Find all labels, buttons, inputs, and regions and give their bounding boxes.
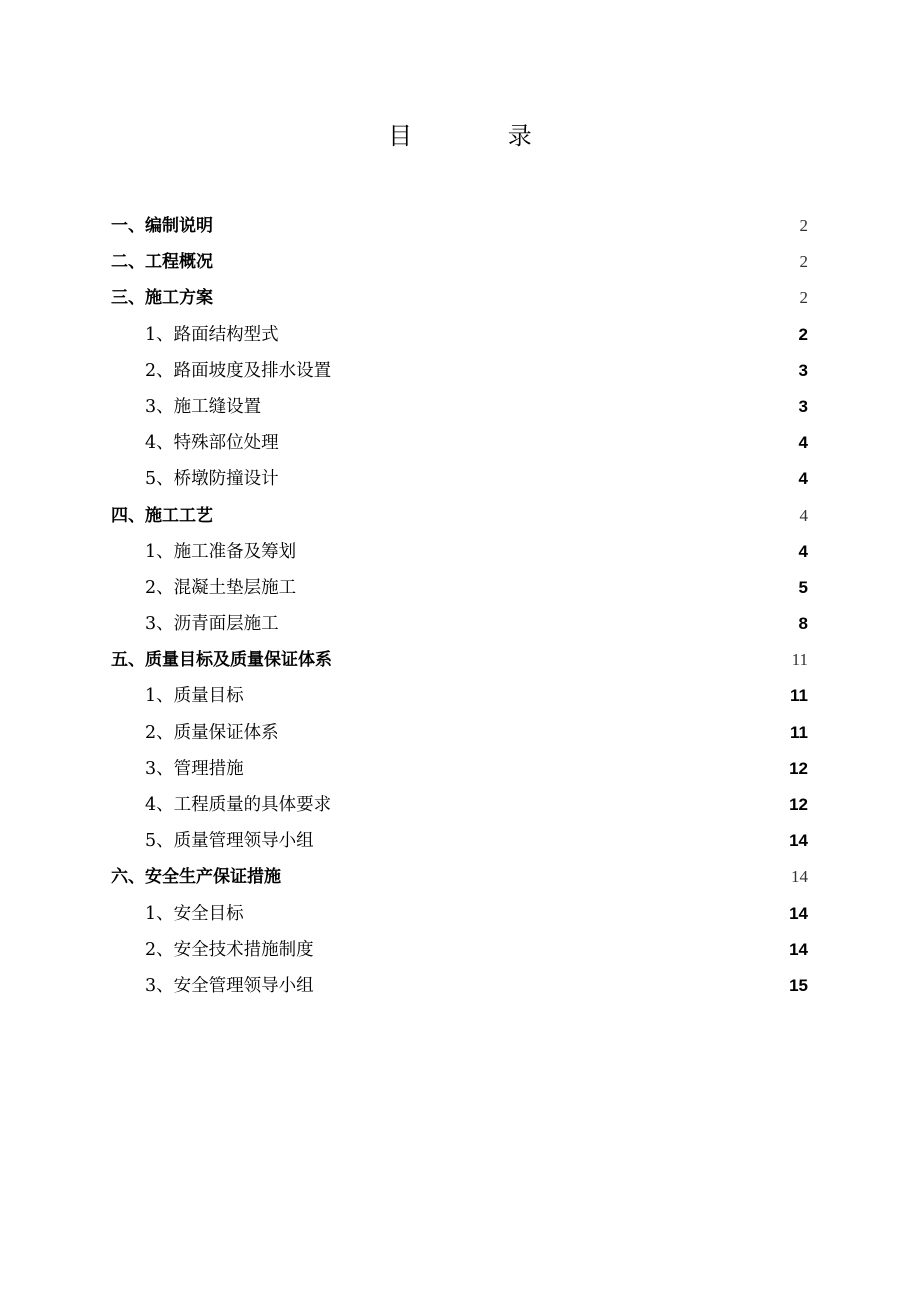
toc-entry-label: 一、编制说明 xyxy=(111,216,213,236)
toc-entry-page: 2 xyxy=(799,252,808,272)
toc-subentry-label: 2、路面坡度及排水设置 xyxy=(145,360,332,381)
toc-subentry-page: 3 xyxy=(798,360,808,380)
toc-subentry-page: 14 xyxy=(789,939,808,959)
toc-subentry-page: 14 xyxy=(789,903,808,923)
toc-entry[interactable] xyxy=(0,280,920,316)
toc-subentry-page: 4 xyxy=(798,541,808,561)
toc-subentry[interactable] xyxy=(0,570,920,606)
toc-subentry-page: 14 xyxy=(789,831,808,851)
toc-entry[interactable] xyxy=(0,208,920,244)
page-title: 目 录 xyxy=(388,122,576,150)
toc-subentry[interactable] xyxy=(0,317,920,353)
toc-subentry-label: 4、工程质量的具体要求 xyxy=(145,795,332,815)
toc-entry-page: 14 xyxy=(791,867,808,887)
toc-subentry[interactable] xyxy=(0,606,920,642)
toc-subentry[interactable] xyxy=(0,678,920,714)
toc-subentry[interactable] xyxy=(0,461,920,497)
toc-subentry-page: 3 xyxy=(798,396,808,416)
toc-subentry-label: 2、质量保证体系 xyxy=(145,722,279,743)
toc-subentry-label: 1、安全目标 xyxy=(145,903,244,924)
toc-subentry-label: 4、特殊部位处理 xyxy=(145,433,279,454)
toc-subentry-label: 2、安全技术措施制度 xyxy=(145,939,314,960)
toc-subentry-label: 3、施工缝设置 xyxy=(145,396,262,417)
toc-subentry-page: 4 xyxy=(798,433,808,453)
toc-subentry-label: 2、混凝土垫层施工 xyxy=(145,577,297,598)
toc-subentry-page: 12 xyxy=(789,795,808,814)
toc-subentry[interactable] xyxy=(0,787,920,823)
toc-subentry-page: 11 xyxy=(790,722,808,742)
table-of-contents xyxy=(0,208,920,1004)
toc-subentry-label: 1、路面结构型式 xyxy=(145,324,279,345)
toc-entry[interactable] xyxy=(0,244,920,280)
toc-subentry[interactable] xyxy=(0,715,920,751)
toc-subentry[interactable] xyxy=(0,751,920,787)
toc-subentry[interactable] xyxy=(0,896,920,932)
toc-subentry-label: 1、施工准备及筹划 xyxy=(145,541,297,562)
toc-entry-page: 4 xyxy=(799,505,808,525)
toc-entry-label: 六、安全生产保证措施 xyxy=(111,867,281,888)
toc-entry[interactable] xyxy=(0,642,920,678)
toc-subentry-page: 5 xyxy=(798,577,808,597)
toc-entry-label: 四、施工工艺 xyxy=(111,505,213,526)
toc-subentry-page: 11 xyxy=(790,686,808,706)
toc-subentry[interactable] xyxy=(0,389,920,425)
toc-subentry-label: 3、安全管理领导小组 xyxy=(145,975,314,996)
toc-entry-page: 2 xyxy=(799,288,808,308)
toc-entry-page: 2 xyxy=(799,216,808,235)
toc-subentry[interactable] xyxy=(0,932,920,968)
toc-subentry-page: 4 xyxy=(798,469,808,489)
toc-subentry[interactable] xyxy=(0,823,920,859)
toc-entry-label: 五、质量目标及质量保证体系 xyxy=(111,650,332,671)
toc-subentry-label: 5、质量管理领导小组 xyxy=(145,831,314,852)
toc-entry[interactable] xyxy=(0,859,920,895)
toc-entry-page: 11 xyxy=(791,650,808,670)
toc-subentry[interactable] xyxy=(0,534,920,570)
toc-subentry-label: 1、质量目标 xyxy=(145,686,244,707)
toc-entry-label: 三、施工方案 xyxy=(111,288,213,309)
toc-subentry-page: 8 xyxy=(798,614,808,634)
toc-subentry[interactable] xyxy=(0,353,920,389)
toc-subentry-label: 3、管理措施 xyxy=(145,758,244,779)
toc-subentry-page: 2 xyxy=(798,324,808,344)
toc-entry[interactable] xyxy=(0,498,920,534)
toc-subentry-label: 5、桥墩防撞设计 xyxy=(145,469,279,490)
toc-subentry[interactable] xyxy=(0,968,920,1004)
toc-subentry-page: 15 xyxy=(789,975,808,995)
toc-subentry[interactable] xyxy=(0,425,920,461)
toc-subentry-label: 3、沥青面层施工 xyxy=(145,614,279,635)
toc-entry-label: 二、工程概况 xyxy=(111,252,213,273)
toc-subentry-page: 12 xyxy=(789,758,808,778)
